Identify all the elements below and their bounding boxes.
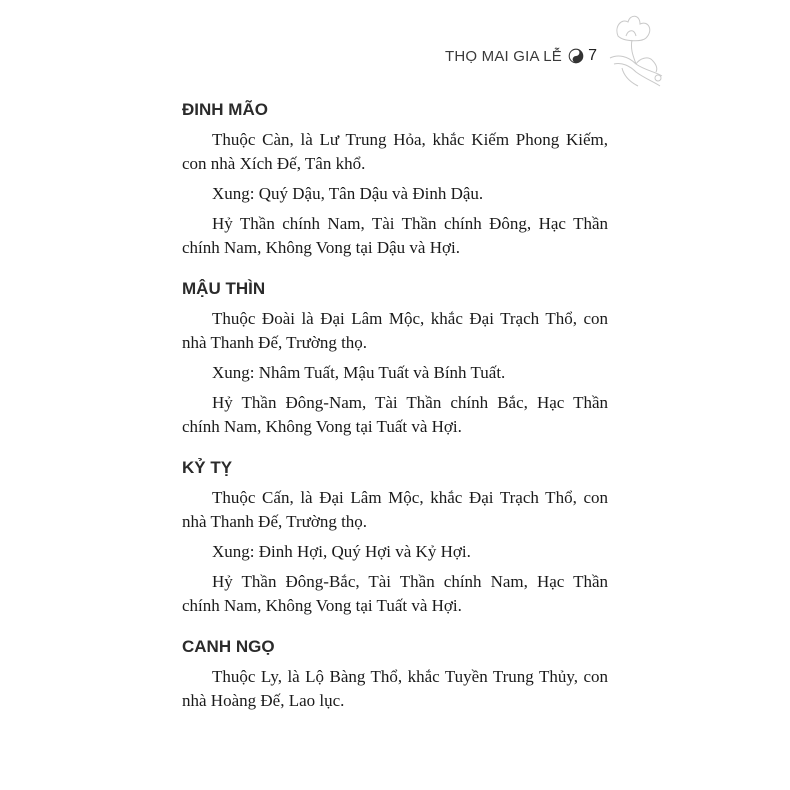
- entry-mau-thin: [182, 277, 608, 439]
- entry-paragraph: Thuộc Cấn, là Đại Lâm Mộc, khắc Đại Trạch Thổ, con nhà Thanh Đế, Trường thọ.: [182, 488, 608, 531]
- running-header: [0, 44, 790, 70]
- entry-paragraph: Hỷ Thần Đông-Bắc, Tài Thần chính Nam, Hạc Thần chính Nam, Không Vong tại Tuất và Hợi.: [182, 572, 608, 615]
- lotus-hand-illustration: [596, 6, 670, 96]
- entry-dinh-mao: [182, 98, 608, 260]
- page-body: [182, 98, 608, 719]
- entry-paragraph: Xung: Đinh Hợi, Quý Hợi và Kỷ Hợi.: [212, 542, 471, 561]
- header-title: THỌ MAI GIA LỄ: [445, 48, 562, 65]
- entry-canh-ngo: [182, 635, 608, 713]
- entry-paragraph: Hỷ Thần Đông-Nam, Tài Thần chính Bắc, Hạc Thần chính Nam, Không Vong tại Tuất và Hợi.: [182, 393, 608, 436]
- entry-paragraph: Thuộc Ly, là Lộ Bàng Thổ, khắc Tuyền Trung Thủy, con nhà Hoàng Đế, Lao lục.: [182, 667, 608, 710]
- entry-ky-ty: [182, 456, 608, 618]
- entry-paragraph: Xung: Nhâm Tuất, Mậu Tuất và Bính Tuất.: [212, 363, 506, 382]
- entry-title: CANH NGỌ: [182, 637, 275, 656]
- entry-paragraph: Thuộc Càn, là Lư Trung Hỏa, khắc Kiếm Phong Kiếm, con nhà Xích Đế, Tân khổ.: [182, 130, 608, 173]
- entry-title: ĐINH MÃO: [182, 100, 268, 119]
- page-number: 7: [588, 47, 597, 64]
- entry-paragraph: Xung: Quý Dậu, Tân Dậu và Đinh Dậu.: [212, 184, 484, 203]
- entry-title: MẬU THÌN: [182, 279, 266, 298]
- entry-paragraph: Thuộc Đoài là Đại Lâm Mộc, khắc Đại Trạch Thổ, con nhà Thanh Đế, Trường thọ.: [182, 309, 608, 352]
- entry-title: KỶ TỴ: [182, 458, 233, 477]
- yinyang-icon: [568, 48, 584, 64]
- entry-paragraph: Hỷ Thần chính Nam, Tài Thần chính Đông, Hạc Thần chính Nam, Không Vong tại Dậu và Hợi.: [182, 214, 608, 257]
